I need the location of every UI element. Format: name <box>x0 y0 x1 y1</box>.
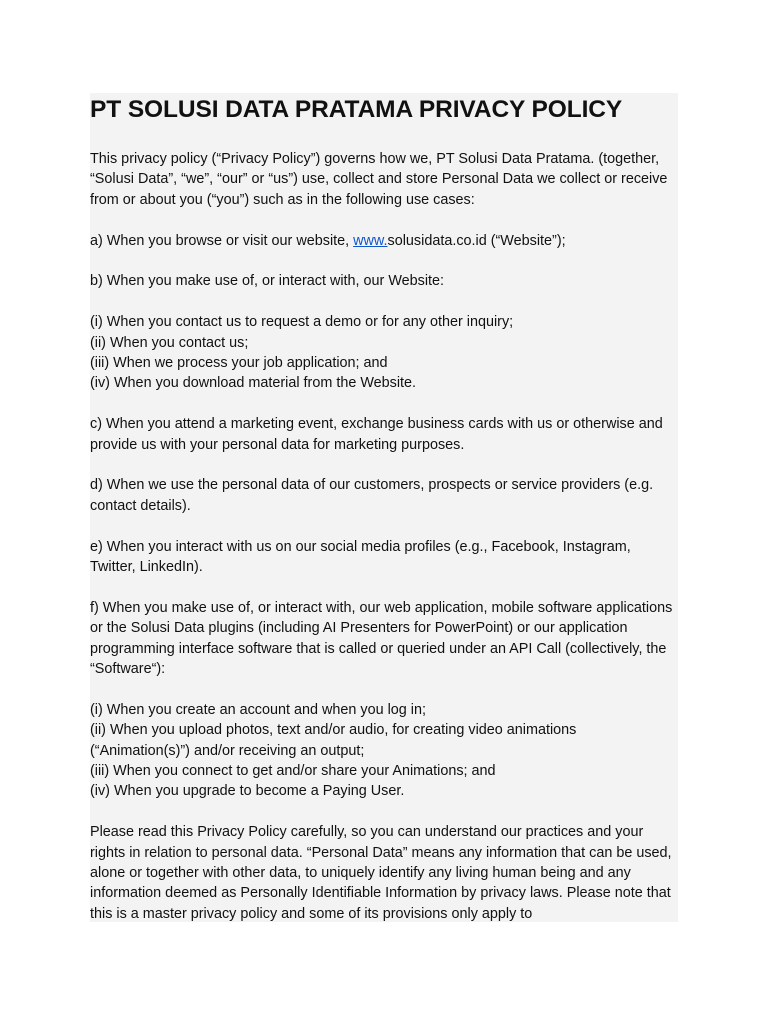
item-a-suffix: solusidata.co.id (“Website”); <box>387 232 566 249</box>
item-e-paragraph: e) When you interact with us on our social media profiles (e.g., Facebook, Instagram, Twitter, LinkedIn). <box>90 538 631 576</box>
closing-paragraph: Please read this Privacy Policy carefully, so you can understand our practices and your rights in relation to personal data. “Personal Data” means any information that can be used, alone or together with other data, to uniquely identify any living human being and any information deemed as Personally Identifiable Information by privacy laws. Please note that this is a master privacy policy and some of its provisions only apply to <box>90 824 672 922</box>
item-c-paragraph: c) When you attend a marketing event, exchange business cards with us or otherwise and provide us with your personal data for marketing purposes. <box>90 416 663 453</box>
item-a-prefix: a) When you browse or visit our website, <box>90 232 354 249</box>
list-item: (ii) When you upload photos, text and/or audio, for creating video animations (“Animation(s)”) and/or receiving an output; <box>90 722 577 759</box>
list-item: (iv) When you upgrade to become a Paying User. <box>90 783 405 800</box>
list-item: (ii) When you contact us; <box>90 334 249 351</box>
intro-paragraph: This privacy policy (“Privacy Policy”) governs how we, PT Solusi Data Pratama. (together, “Solusi Data”, “we”, “our” or “us”) use, collect and store Personal Data we collect or receive from or about you (“you”) such as in the following use cases: <box>90 151 668 208</box>
list-item: (iv) When you download material from the Website. <box>90 375 417 392</box>
item-b-paragraph: b) When you make use of, or interact with, our Website: <box>90 273 445 290</box>
document-body <box>90 149 678 922</box>
list-item: (iii) When we process your job application; and <box>90 355 388 372</box>
item-b-sublist <box>90 312 678 394</box>
item-d-paragraph: d) When we use the personal data of our customers, prospects or service providers (e.g. contact details). <box>90 477 654 514</box>
website-link[interactable]: www. <box>353 232 388 249</box>
list-item: (iii) When you connect to get and/or share your Animations; and <box>90 763 496 780</box>
item-f-sublist <box>90 700 678 802</box>
item-a-paragraph <box>90 231 678 251</box>
list-item: (i) When you contact us to request a demo or for any other inquiry; <box>90 314 514 331</box>
document-page <box>90 93 678 922</box>
list-item: (i) When you create an account and when you log in; <box>90 701 426 718</box>
document-title: PT SOLUSI DATA PRATAMA PRIVACY POLICY <box>90 96 623 123</box>
item-f-paragraph: f) When you make use of, or interact with, our web application, mobile software applications or the Solusi Data plugins (including AI Presenters for PowerPoint) or our application programming interface software that is called or queried under an API Call (collectively, the “Software“): <box>90 599 673 678</box>
